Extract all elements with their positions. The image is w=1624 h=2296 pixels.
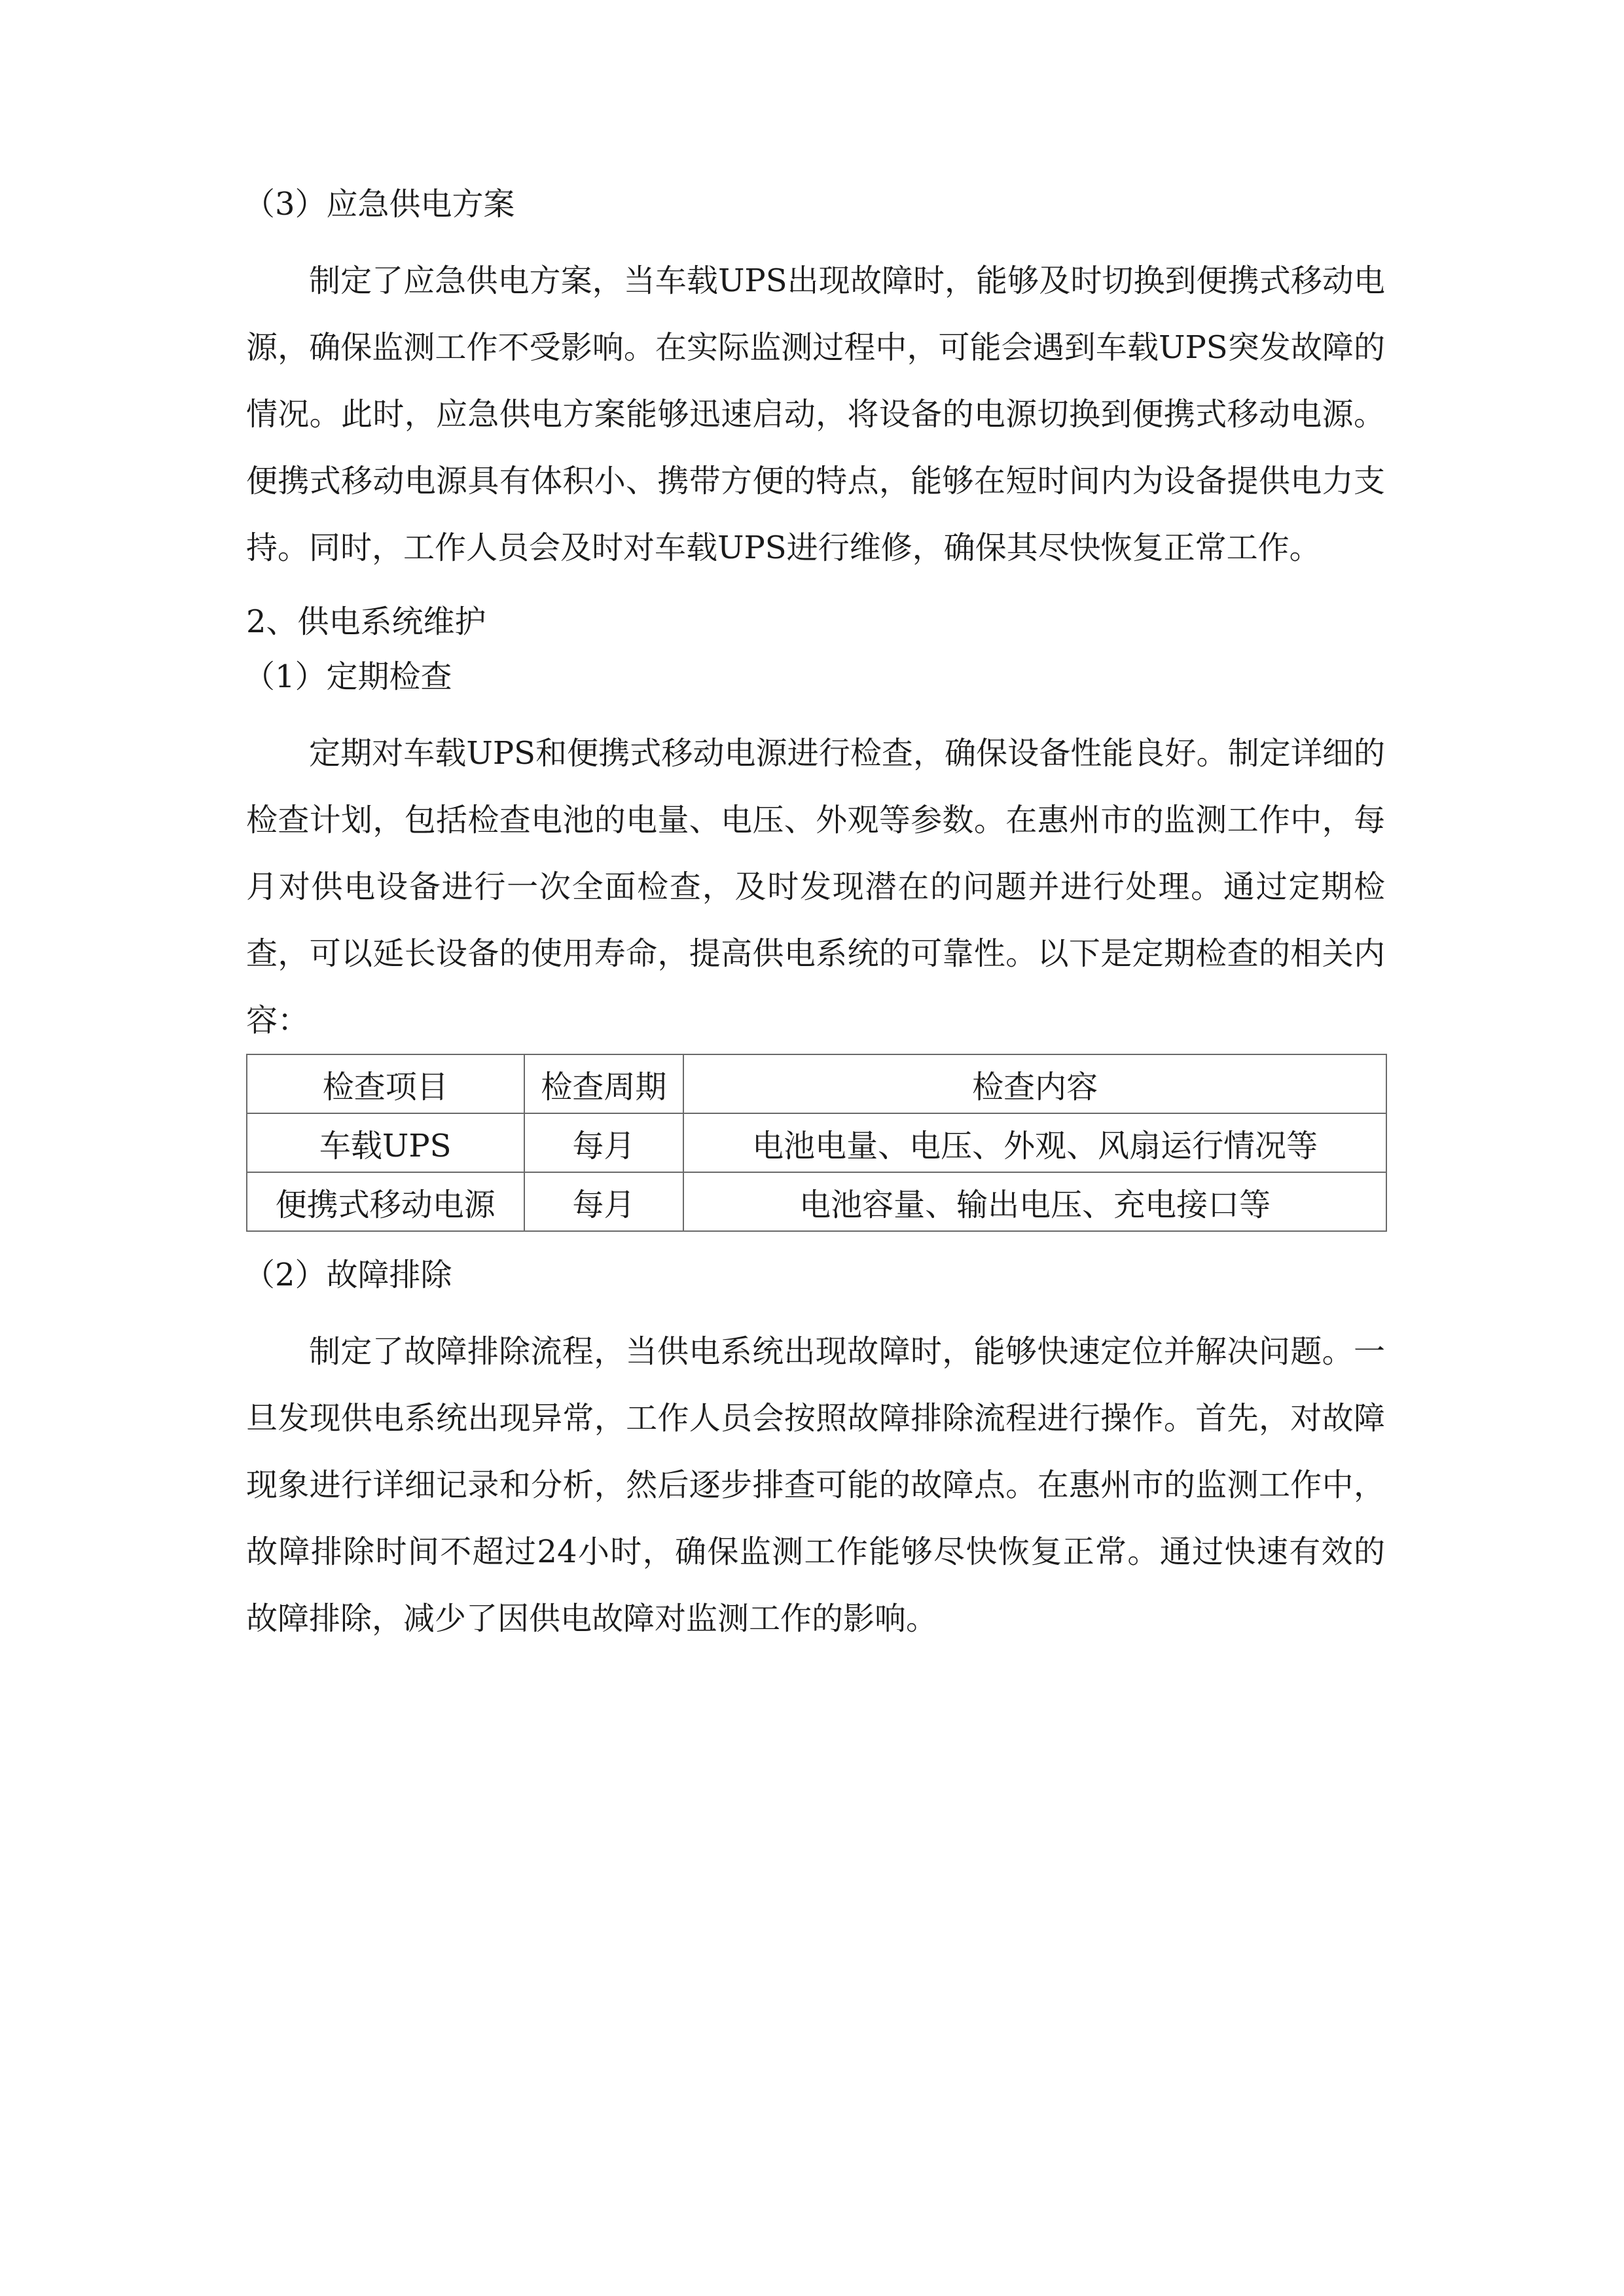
section-heading-emergency-power: （3）应急供电方案 bbox=[244, 186, 515, 223]
document-page bbox=[246, 183, 1385, 1652]
table-header-row bbox=[247, 1054, 1386, 1113]
inspection-table bbox=[246, 1054, 1387, 1232]
table-row bbox=[247, 1172, 1386, 1231]
table-header-cell: 检查项目 bbox=[247, 1054, 524, 1113]
table-cell: 每月 bbox=[524, 1113, 684, 1172]
section-heading-power-maintenance: 2、供电系统维护 bbox=[246, 603, 486, 640]
table-cell: 电池电量、电压、外观、风扇运行情况等 bbox=[683, 1113, 1386, 1172]
table-header-cell: 检查周期 bbox=[524, 1054, 684, 1113]
table-cell: 电池容量、输出电压、充电接口等 bbox=[683, 1172, 1386, 1231]
table-cell: 每月 bbox=[524, 1172, 684, 1231]
paragraph-troubleshooting: 制定了故障排除流程，当供电系统出现故障时，能够快速定位并解决问题。一旦发现供电系统出现异常，工作人员会按照故障排除流程进行操作。首先，对故障现象进行详细记录和分析，然后逐步排查可能的故障点。在惠州市的监测工作中，故障排除时间不超过24小时，确保监测工作能够尽快恢复正常。通过快速有效的故障排除，减少了因供电故障对监测工作的影响。 bbox=[246, 1333, 1385, 1637]
section-heading-regular-inspection: （1）定期检查 bbox=[244, 658, 452, 695]
table-cell: 车载UPS bbox=[247, 1113, 524, 1172]
section-heading-troubleshooting: （2）故障排除 bbox=[244, 1257, 452, 1293]
table-cell: 便携式移动电源 bbox=[247, 1172, 524, 1231]
table-header-cell: 检查内容 bbox=[683, 1054, 1386, 1113]
paragraph-regular-inspection: 定期对车载UPS和便携式移动电源进行检查，确保设备性能良好。制定详细的检查计划，包括检查电池的电量、电压、外观等参数。在惠州市的监测工作中，每月对供电设备进行一次全面检查，及时发现潜在的问题并进行处理。通过定期检查，可以延长设备的使用寿命，提高供电系统的可靠性。以下是定期检查的相关内容： bbox=[246, 735, 1385, 1039]
table-row bbox=[247, 1113, 1386, 1172]
paragraph-emergency-power: 制定了应急供电方案，当车载UPS出现故障时，能够及时切换到便携式移动电源，确保监测工作不受影响。在实际监测过程中，可能会遇到车载UPS突发故障的情况。此时，应急供电方案能够迅速启动，将设备的电源切换到便携式移动电源。便携式移动电源具有体积小、携带方便的特点，能够在短时间内为设备提供电力支持。同时，工作人员会及时对车载UPS进行维修，确保其尽快恢复正常工作。 bbox=[246, 262, 1385, 566]
